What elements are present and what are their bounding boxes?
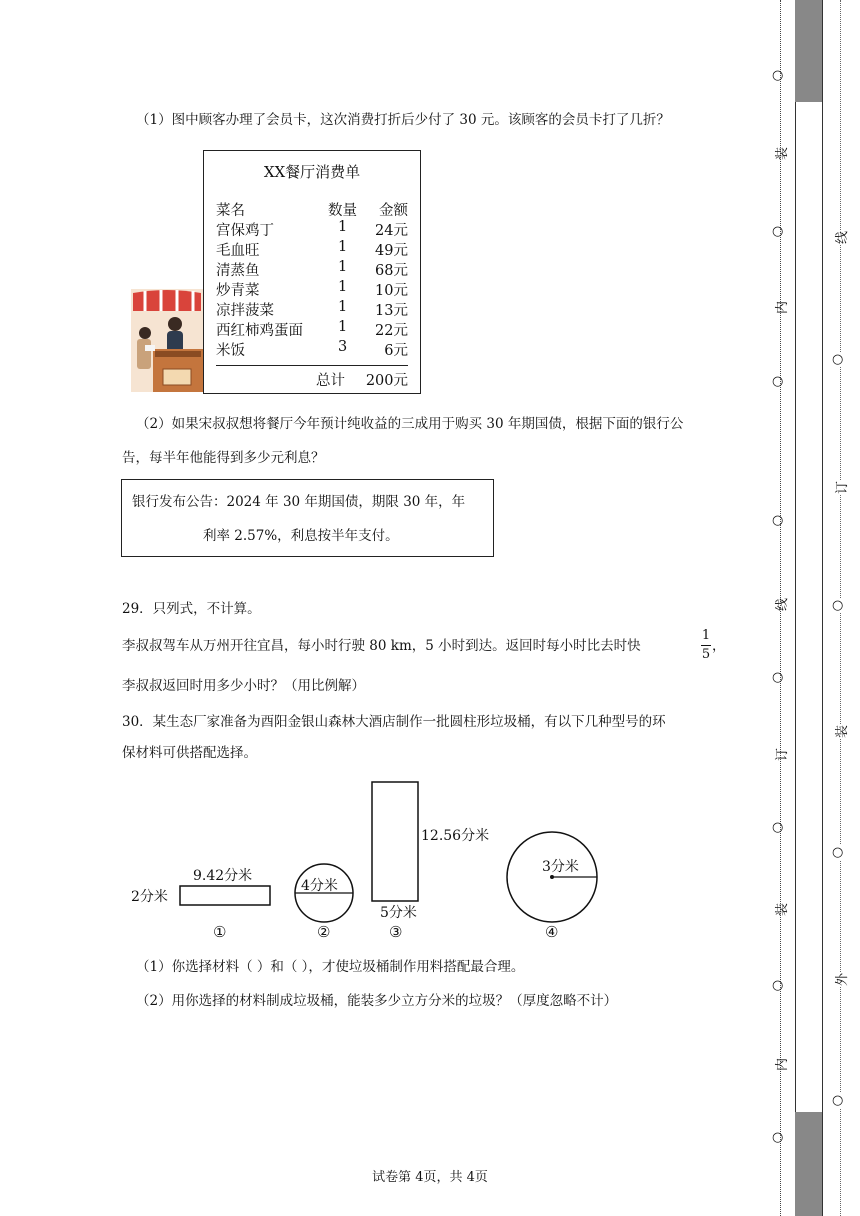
outer-char: 线 [831,231,850,244]
binding-circle: ○ [772,978,784,993]
receipt-header-qty: 数量 [328,203,357,219]
material-1-height: 2分米 [131,889,168,905]
gray-block-top [795,0,822,102]
fraction-numerator: 1 [701,628,711,643]
outer-char: 装 [831,725,850,738]
notice-line2: 利率 2.57%，利息按半年支付。 [203,528,399,544]
dish-amount: 10元 [375,283,408,299]
binding-circle: ○ [772,68,784,83]
binding-char: 内 [775,1057,791,1072]
receipt-title: XX餐厅消费单 [263,163,361,181]
material-3-rectangle [372,782,418,901]
dish-qty: 1 [338,219,348,235]
receipt-row [216,219,412,239]
receipt-header-amount: 金额 [379,203,408,219]
question-29-comma: ， [712,638,726,654]
dish-name: 炒青菜 [216,283,260,299]
dish-amount: 24元 [375,223,408,239]
question-1-text: （1）图中顾客办理了会员卡，这次消费打折后少付了 30 元。该顾客的会员卡打了几折？ [136,112,670,128]
restaurant-illustration [131,289,203,392]
material-4-label: ④ [545,923,559,941]
page-footer: 试卷第 4页，共 4页 [372,1170,488,1185]
material-1-label: ① [213,923,227,941]
receipt [203,150,421,394]
dish-qty: 1 [338,239,348,255]
binding-char: 线 [775,597,791,612]
dish-name: 毛血旺 [216,243,260,259]
material-4-radius: 3分米 [542,859,579,875]
gray-block-bottom [795,1112,822,1216]
outer-circle: ○ [832,352,844,367]
receipt-total [216,369,412,389]
binding-char: 装 [775,902,791,917]
question-2-line1: （2）如果宋叔叔想将餐厅今年预计纯收益的三成用于购买 30 年期国债，根据下面的银行公 [136,416,684,432]
question-2-line2: 告，每半年他能得到多少元利息？ [122,450,325,466]
dish-name: 宫保鸡丁 [216,223,274,239]
dish-qty: 1 [338,299,348,315]
total-label: 总计 [316,373,345,389]
binding-circle: ○ [772,374,784,389]
question-30-sub1: （1）你选择材料（ ）和（ ），才使垃圾桶制作用料搭配最合理。 [136,959,525,975]
binding-char: 装 [775,146,791,161]
bank-notice [121,479,494,557]
binding-circle: ○ [772,820,784,835]
outer-char: 外 [831,973,850,986]
dish-qty: 3 [338,339,348,355]
dish-amount: 22元 [375,323,408,339]
material-1-rectangle [180,886,270,905]
question-30-line1: 30．某生态厂家准备为酉阳金银山森林大酒店制作一批圆柱形垃圾桶，有以下几种型号的环 [122,714,666,730]
material-1-width: 9.42分米 [193,868,253,884]
binding-char: 订 [775,747,791,762]
question-30-line2: 保材料可供搭配选择。 [122,745,257,761]
dish-name: 西红柿鸡蛋面 [216,323,303,339]
receipt-header-name: 菜名 [216,203,245,219]
fraction-bar [701,645,711,646]
receipt-row [216,339,412,359]
dish-qty: 1 [338,259,348,275]
dish-name: 米饭 [216,343,245,359]
receipt-divider [216,365,408,366]
binding-circle: ○ [772,1130,784,1145]
dish-qty: 1 [338,319,348,335]
total-value: 200元 [365,373,408,389]
binding-circle: ○ [772,513,784,528]
dish-qty: 1 [338,279,348,295]
question-29-title: 29．只列式，不计算。 [122,601,261,617]
dish-amount: 13元 [375,303,408,319]
receipt-row [216,319,412,339]
outer-circle: ○ [832,845,844,860]
binding-strip [795,0,823,1216]
dish-name: 凉拌菠菜 [216,303,274,319]
dish-amount: 68元 [375,263,408,279]
material-3-label: ③ [389,923,403,941]
receipt-row [216,279,412,299]
outer-circle: ○ [832,1093,844,1108]
dish-amount: 6元 [384,343,408,359]
receipt-header [216,199,412,219]
fraction-denominator: 5 [701,647,711,662]
receipt-row [216,239,412,259]
material-3-height: 12.56分米 [421,828,490,844]
receipt-row [216,259,412,279]
material-2-diameter: 4分米 [301,878,338,894]
binding-circle: ○ [772,224,784,239]
material-3-width: 5分米 [380,905,417,921]
receipt-row [216,299,412,319]
binding-char: 内 [775,300,791,315]
notice-line1: 银行发布公告：2024 年 30 年期国债，期限 30 年，年 [132,494,466,510]
outer-char: 订 [831,481,850,494]
question-30-sub2: （2）用你选择的材料制成垃圾桶，能装多少立方分米的垃圾？（厚度忽略不计） [136,993,618,1009]
dish-amount: 49元 [375,243,408,259]
dish-name: 清蒸鱼 [216,263,260,279]
binding-circle: ○ [772,670,784,685]
question-29-line2: 李叔叔返回时用多少小时？（用比例解） [122,678,365,694]
material-2-label: ② [317,923,331,941]
question-29-line1: 李叔叔驾车从万州开往宜昌，每小时行驶 80 km，5 小时到达。返回时每小时比去时快 [122,638,641,654]
outer-circle: ○ [832,598,844,613]
